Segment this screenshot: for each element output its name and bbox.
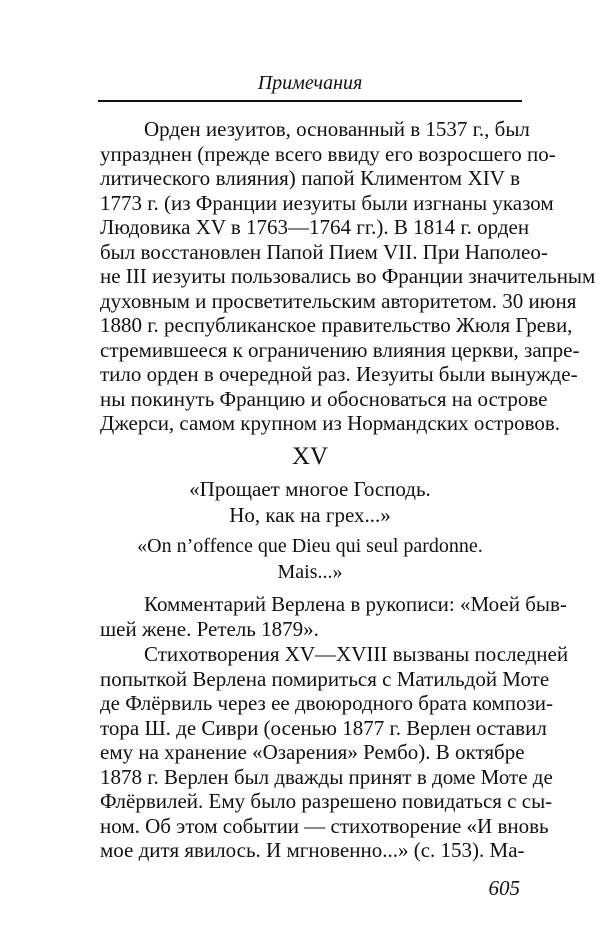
text-line: Флёрвилей. Ему было разрешено повидаться с сы- [100,789,553,813]
text-line: ему на хранение «Озарения» Рембо). В октябре [100,740,525,764]
title-ru-line: Но, как на грех...» [229,503,391,527]
paragraph-jesuits [100,117,596,436]
text-line: шей жене. Ретель 1879». [100,616,319,641]
text-line: мое дитя явилось. И мгновенно...» (с. 153). Ма- [100,838,525,862]
section-title-fr [100,533,520,585]
text-line: упразднен (прежде всего ввиду его возросшего по- [100,141,556,166]
section-number: XV [291,443,329,470]
header-rule [98,100,522,102]
text-line: 1773 г. (из Франции иезуиты были изгнаны указом [100,190,554,215]
paragraph-comment [100,592,567,641]
text-line: литического влияния) папой Климентом XIV в [100,166,520,190]
text-line: ны покинуть Францию и обосноваться на острове [100,386,548,411]
text-line: Комментарий Верлена в рукописи: «Моей быв- [144,592,567,616]
page-number: 605 [488,876,520,900]
title-ru-line: «Прощает многое Господь. [189,477,431,501]
text-line: был восстановлен Папой Пием VII. При Наполео- [100,239,548,264]
text-line: стремившееся к ограничению влияния церкви, запре- [100,337,580,362]
paragraph-poems [100,642,569,863]
text-line: тора Ш. де Сиври (осенью 1877 г. Верлен оставил [100,715,547,740]
text-line: тило орден в очередной раз. Иезуиты были вынужде- [100,362,578,386]
text-line: Людовика XV в 1763—1764 гг.). В 1814 г. орден [100,215,530,239]
text-line: попыткой Верлена помириться с Матильдой Моте [100,666,550,691]
text-line: не III иезуиты пользовались во Франции значительным [100,264,596,288]
text-line: духовным и просветительским авторитетом. 30 июня [100,288,577,313]
text-line: Джерси, самом крупном из Нормандских островов. [100,411,561,435]
text-line: 1880 г. республиканское правительство Жюля Греви, [100,313,573,337]
text-line: Стихотворения XV—XVIII вызваны последней [144,642,569,666]
text-line: де Флёрвиль через ее двоюродного брата компози- [100,691,554,715]
text-line: ном. Об этом событии — стихотворение «И вновь [100,813,549,838]
text-line: Орден иезуитов, основанный в 1537 г., был [144,117,530,141]
running-head: Примечания [257,72,363,94]
text-line: 1878 г. Верлен был дважды принят в доме Моте де [100,764,553,789]
title-fr-line: «On n’offence que Dieu qui seul pardonne. [137,535,483,557]
title-fr-line: Mais...» [277,561,343,583]
section-title-ru [100,476,520,528]
